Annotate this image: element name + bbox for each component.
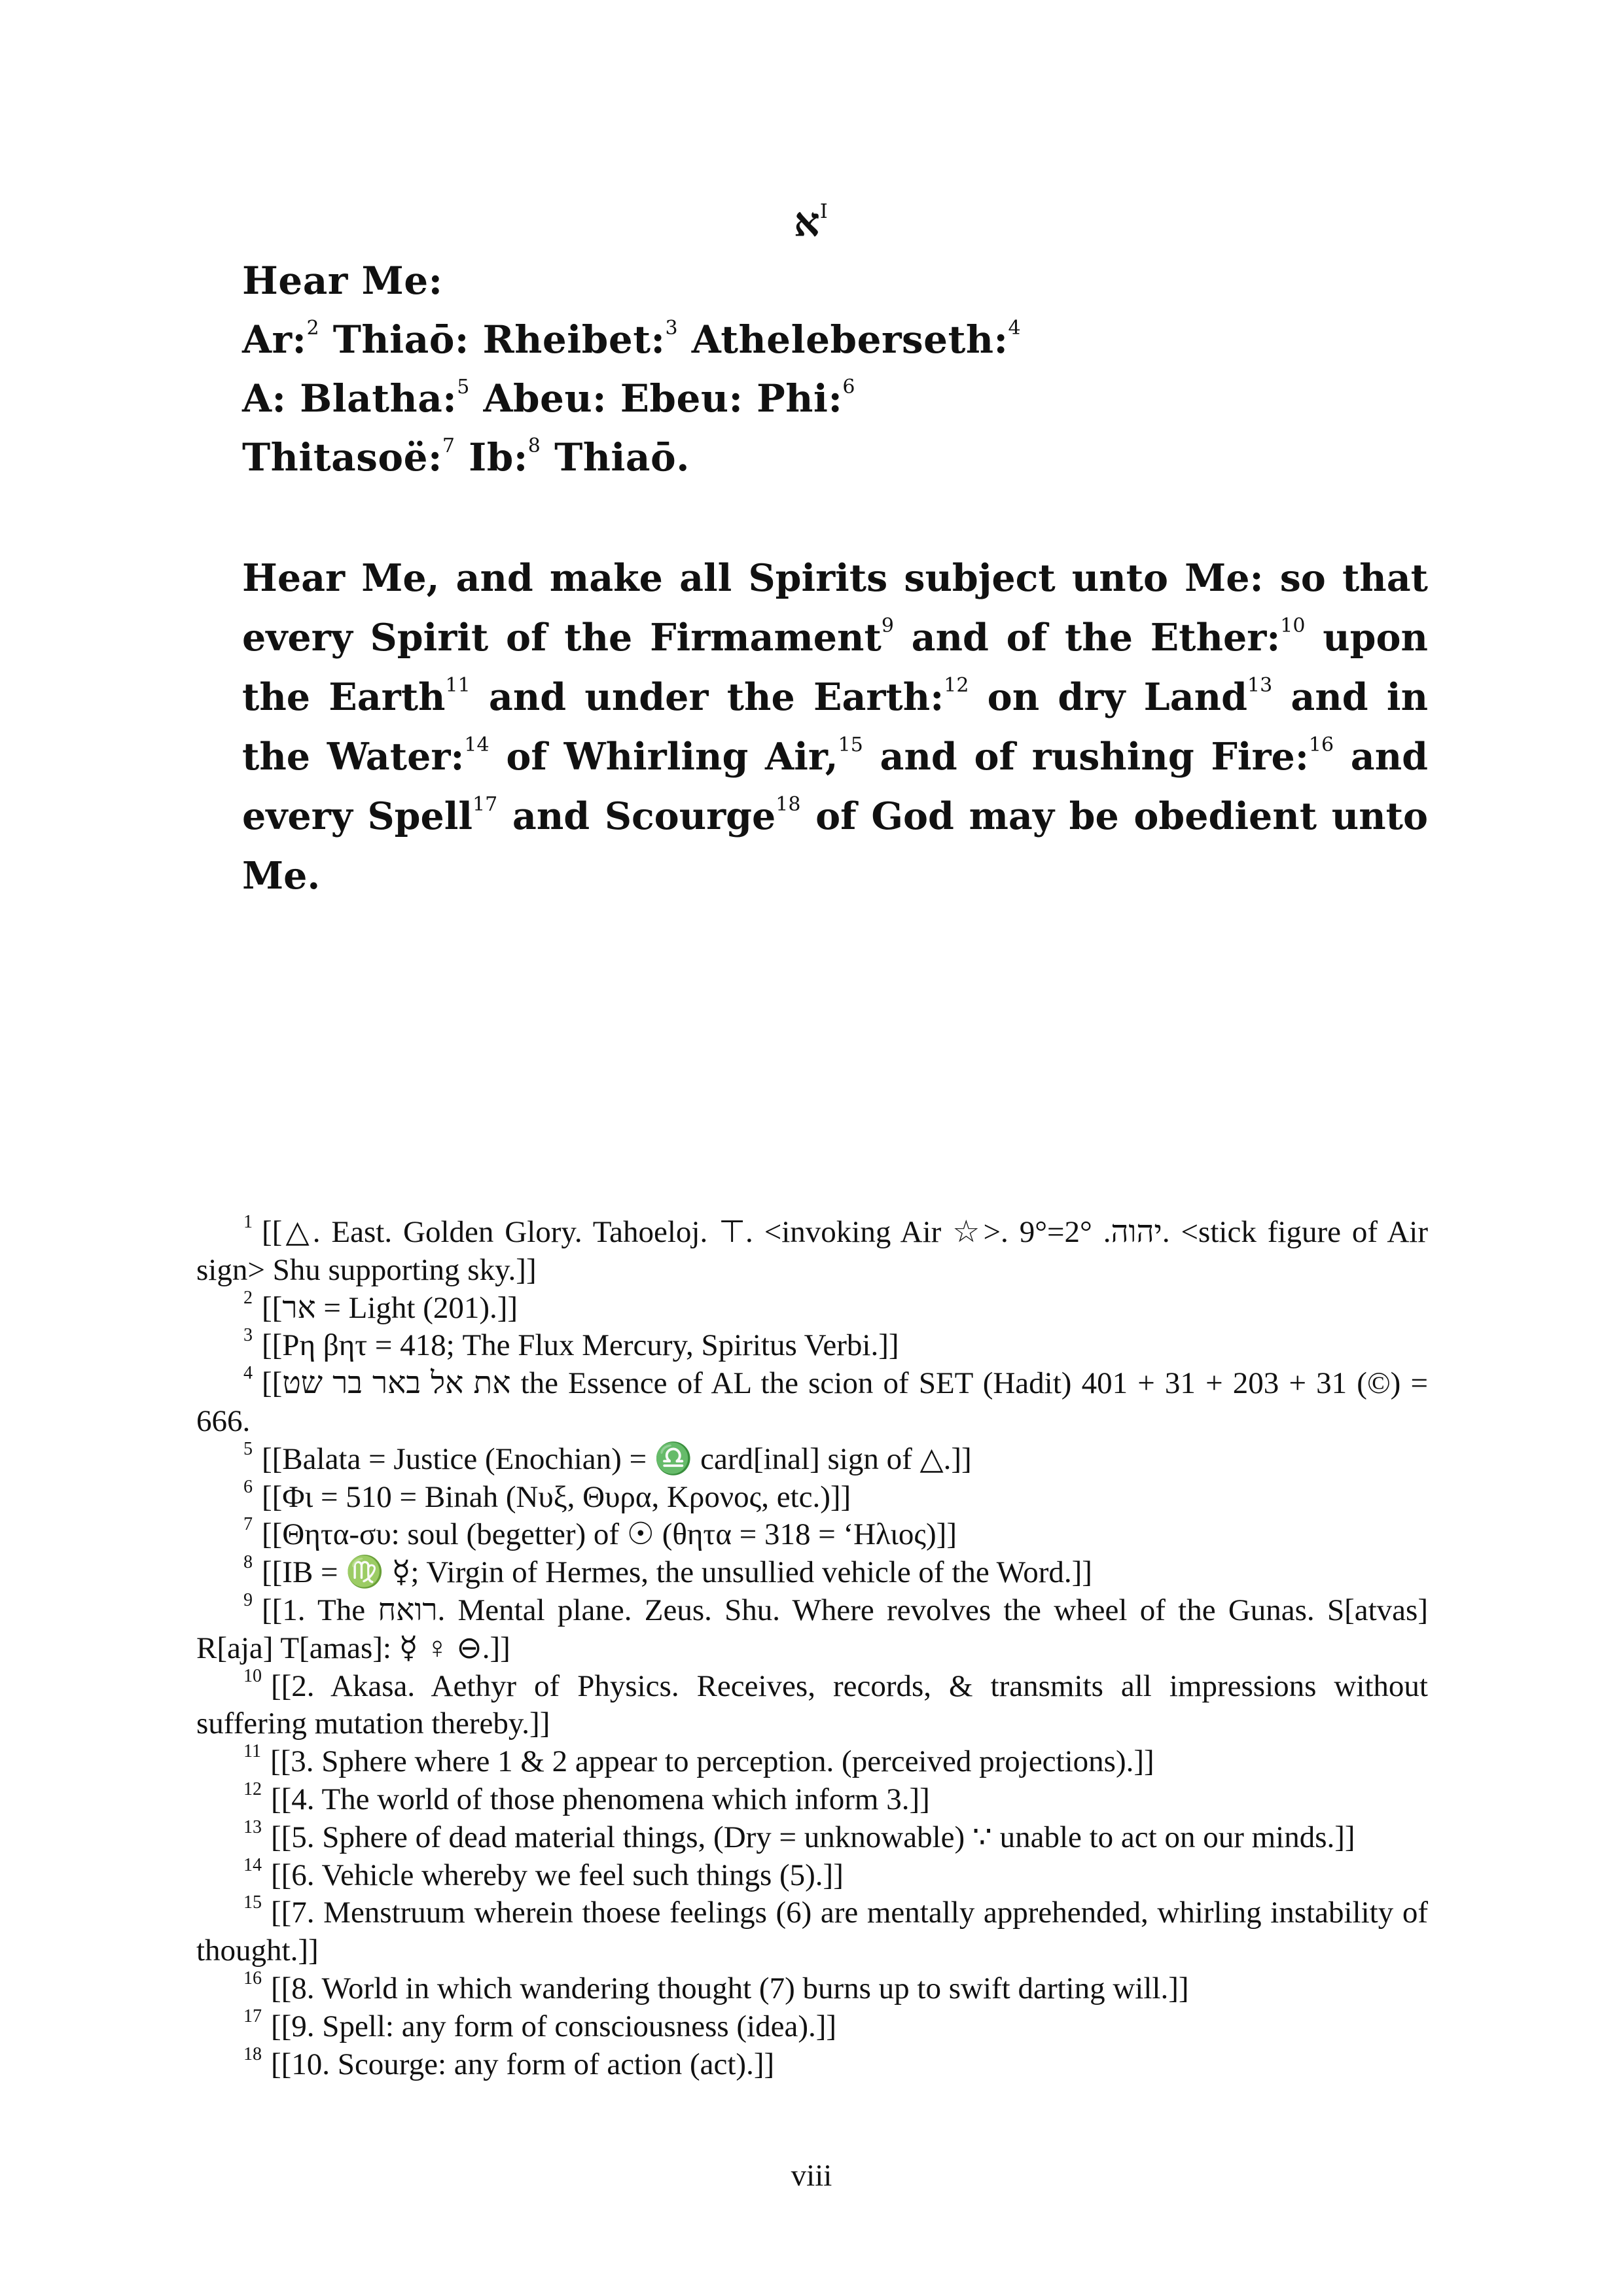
footnote-number: 9 — [243, 1589, 253, 1610]
footnote-number: 14 — [243, 1854, 262, 1875]
verse-text: Ar: — [242, 317, 307, 362]
footnote-text: [[1. The רואח. Mental plane. Zeus. Shu. Where revolves the wheel of the Gunas. S[atvas] R[aja] T[amas]: ☿ ♀ ⊖.]] — [196, 1593, 1428, 1665]
heading-note-ref: I — [819, 200, 828, 223]
footnote — [196, 2043, 1428, 2084]
decree-text: upon the Earth — [242, 616, 1428, 719]
footnote-number: 3 — [243, 1325, 253, 1346]
invocation-line — [242, 251, 1459, 310]
footnote — [196, 1554, 1428, 1592]
footnote-number: 17 — [243, 2005, 262, 2026]
footnote-number: 7 — [243, 1514, 253, 1535]
footnote — [196, 1894, 1428, 1970]
footnote-text: [[3. Sphere where 1 & 2 appear to perception. (perceived projections).]] — [270, 1744, 1154, 1779]
footnote-text: [[9. Spell: any form of consciousness (idea).]] — [271, 2009, 837, 2043]
footnote-number: 8 — [243, 1552, 253, 1573]
footnote-ref: 14 — [464, 733, 490, 756]
verse-text: A: Blatha: — [242, 376, 457, 421]
footnote-text: [[7. Menstruum wherein thoese feelings (6) are mentally apprehended, whirling instability of thought.]] — [196, 1896, 1428, 1968]
footnote — [196, 1665, 1428, 1744]
invocation-line — [242, 428, 1459, 487]
invocation-verse — [242, 251, 1459, 487]
footnote — [196, 1778, 1428, 1819]
footnote — [196, 1287, 1428, 1328]
footnote-number: 2 — [243, 1287, 253, 1308]
decree-text: Hear Me, and make all Spirits subject unto Me: so that every Spirit of the Firmament — [242, 556, 1428, 660]
footnote-ref: 6 — [842, 376, 855, 398]
verse-text: Ib: — [455, 435, 528, 480]
footnote-ref: 16 — [1308, 733, 1334, 756]
decree-paragraph — [242, 548, 1428, 906]
footnote-ref: 4 — [1008, 317, 1022, 340]
decree-text: and of rushing Fire: — [863, 735, 1309, 779]
footnote — [196, 1970, 1428, 2008]
page-number: viii — [791, 2159, 832, 2193]
verse-text: Thiaō: Rheibet: — [319, 317, 666, 362]
footnote-number: 4 — [243, 1363, 253, 1384]
footnote-text: [[Φι = 510 = Binah (Νυξ, Θυρα, Κρονος, etc.)]] — [262, 1479, 851, 1514]
verse-text: Thitasoë: — [242, 435, 442, 480]
decree-text: and under the Earth: — [470, 675, 944, 719]
footnote-number: 5 — [243, 1438, 253, 1459]
footnote-number: 16 — [243, 1968, 262, 1988]
footnote — [196, 1438, 1428, 1479]
footnote-text: [[10. Scourge: any form of action (act).]] — [271, 2047, 775, 2081]
footnote-ref: 15 — [838, 733, 863, 756]
footnote-number: 10 — [243, 1665, 262, 1686]
footnote-ref: 9 — [881, 614, 894, 637]
footnote-number: 11 — [243, 1741, 261, 1762]
footnote-text: [[8. World in which wandering thought (7) burns up to swift darting will.]] — [271, 1971, 1189, 2005]
invocation-line — [242, 369, 1459, 428]
verse-text: Thiaō. — [541, 435, 690, 480]
verse-text: Atheleberseth: — [678, 317, 1008, 362]
footnotes — [196, 1214, 1428, 2083]
footnote — [196, 1476, 1428, 1517]
footnote — [196, 1854, 1428, 1895]
footnote-ref: 17 — [473, 793, 498, 816]
footnote-text: [[4. The world of those phenomena which inform 3.]] — [271, 1782, 930, 1816]
footnote — [196, 1327, 1428, 1365]
footnote-ref: 8 — [527, 434, 541, 457]
decree-text: and Scourge — [497, 794, 776, 838]
footnote-number: 18 — [243, 2043, 262, 2064]
footnote-text: [[Balata = Justice (Enochian) = ♎ card[inal] sign of △.]] — [262, 1441, 972, 1476]
decree-text: on dry Land — [969, 675, 1247, 719]
footnote-number: 12 — [243, 1778, 262, 1799]
decree-text: and of the Ether: — [893, 616, 1281, 660]
footnote-number: 13 — [243, 1816, 262, 1837]
decree-text: and in the Water: — [242, 675, 1429, 779]
footnote-ref: 3 — [665, 317, 679, 340]
footnote — [196, 1589, 1428, 1668]
footnote-ref: 10 — [1280, 614, 1306, 637]
footnote-text: [[אר = Light (201).]] — [262, 1290, 518, 1325]
footnote-text: [[2. Akasa. Aethyr of Physics. Receives, records, & transmits all impressions without suffering mutation thereby.]] — [196, 1669, 1428, 1741]
footnote-number: 1 — [243, 1212, 253, 1232]
verse-text: Hear Me: — [242, 258, 443, 303]
footnote-ref: 12 — [944, 674, 969, 697]
footnote — [196, 1365, 1428, 1441]
heading-letter: א — [794, 198, 820, 246]
chapter-heading — [794, 200, 828, 245]
footnote-ref: 7 — [442, 434, 455, 457]
footnote — [196, 1816, 1428, 1857]
invocation-line — [242, 310, 1459, 369]
footnote-text: [[△. East. Golden Glory. Tahoeloj. ⊤. <invoking Air ☆>. יהוה. 2°=9°. <stick figure of Air sign> Shu supporting sky.]] — [196, 1215, 1428, 1287]
footnote-text: [[6. Vehicle whereby we feel such things (5).]] — [271, 1858, 844, 1892]
footnote-text: [[5. Sphere of dead material things, (Dry = unknowable) ∵ unable to act on our minds.]] — [271, 1820, 1355, 1854]
footnote — [196, 2005, 1428, 2046]
footnote-ref: 11 — [445, 674, 471, 697]
decree-text: and every Spell — [242, 735, 1429, 838]
footnote-text: [[Θητα-συ: soul (begetter) of ☉ (θητα = 318 = ‘Ηλιος)]] — [262, 1517, 957, 1552]
footnote-ref: 2 — [306, 317, 320, 340]
footnote-text: [[את אל באר בר שט the Essence of AL the scion of SET (Hadit) 401 + 31 + 203 + 31 (©) = 666. — [196, 1366, 1428, 1438]
footnote-number: 6 — [243, 1476, 253, 1497]
decree-text: of Whirling Air, — [489, 735, 838, 779]
footnote-text: [[Pη βητ = 418; The Flux Mercury, Spiritus Verbi.]] — [262, 1328, 899, 1363]
footnote-ref: 13 — [1247, 674, 1273, 697]
footnote-number: 15 — [243, 1892, 262, 1913]
footnote — [196, 1743, 1428, 1781]
footnote — [196, 1516, 1428, 1554]
footnote-ref: 18 — [776, 793, 801, 816]
footnote-text: [[IB = ♍ ☿; Virgin of Hermes, the unsullied vehicle of the Word.]] — [262, 1555, 1092, 1590]
footnote — [196, 1214, 1428, 1290]
decree-text: of God may be obedient unto Me. — [242, 794, 1428, 898]
footnote-ref: 5 — [457, 376, 470, 398]
verse-text: Abeu: Ebeu: Phi: — [469, 376, 843, 421]
